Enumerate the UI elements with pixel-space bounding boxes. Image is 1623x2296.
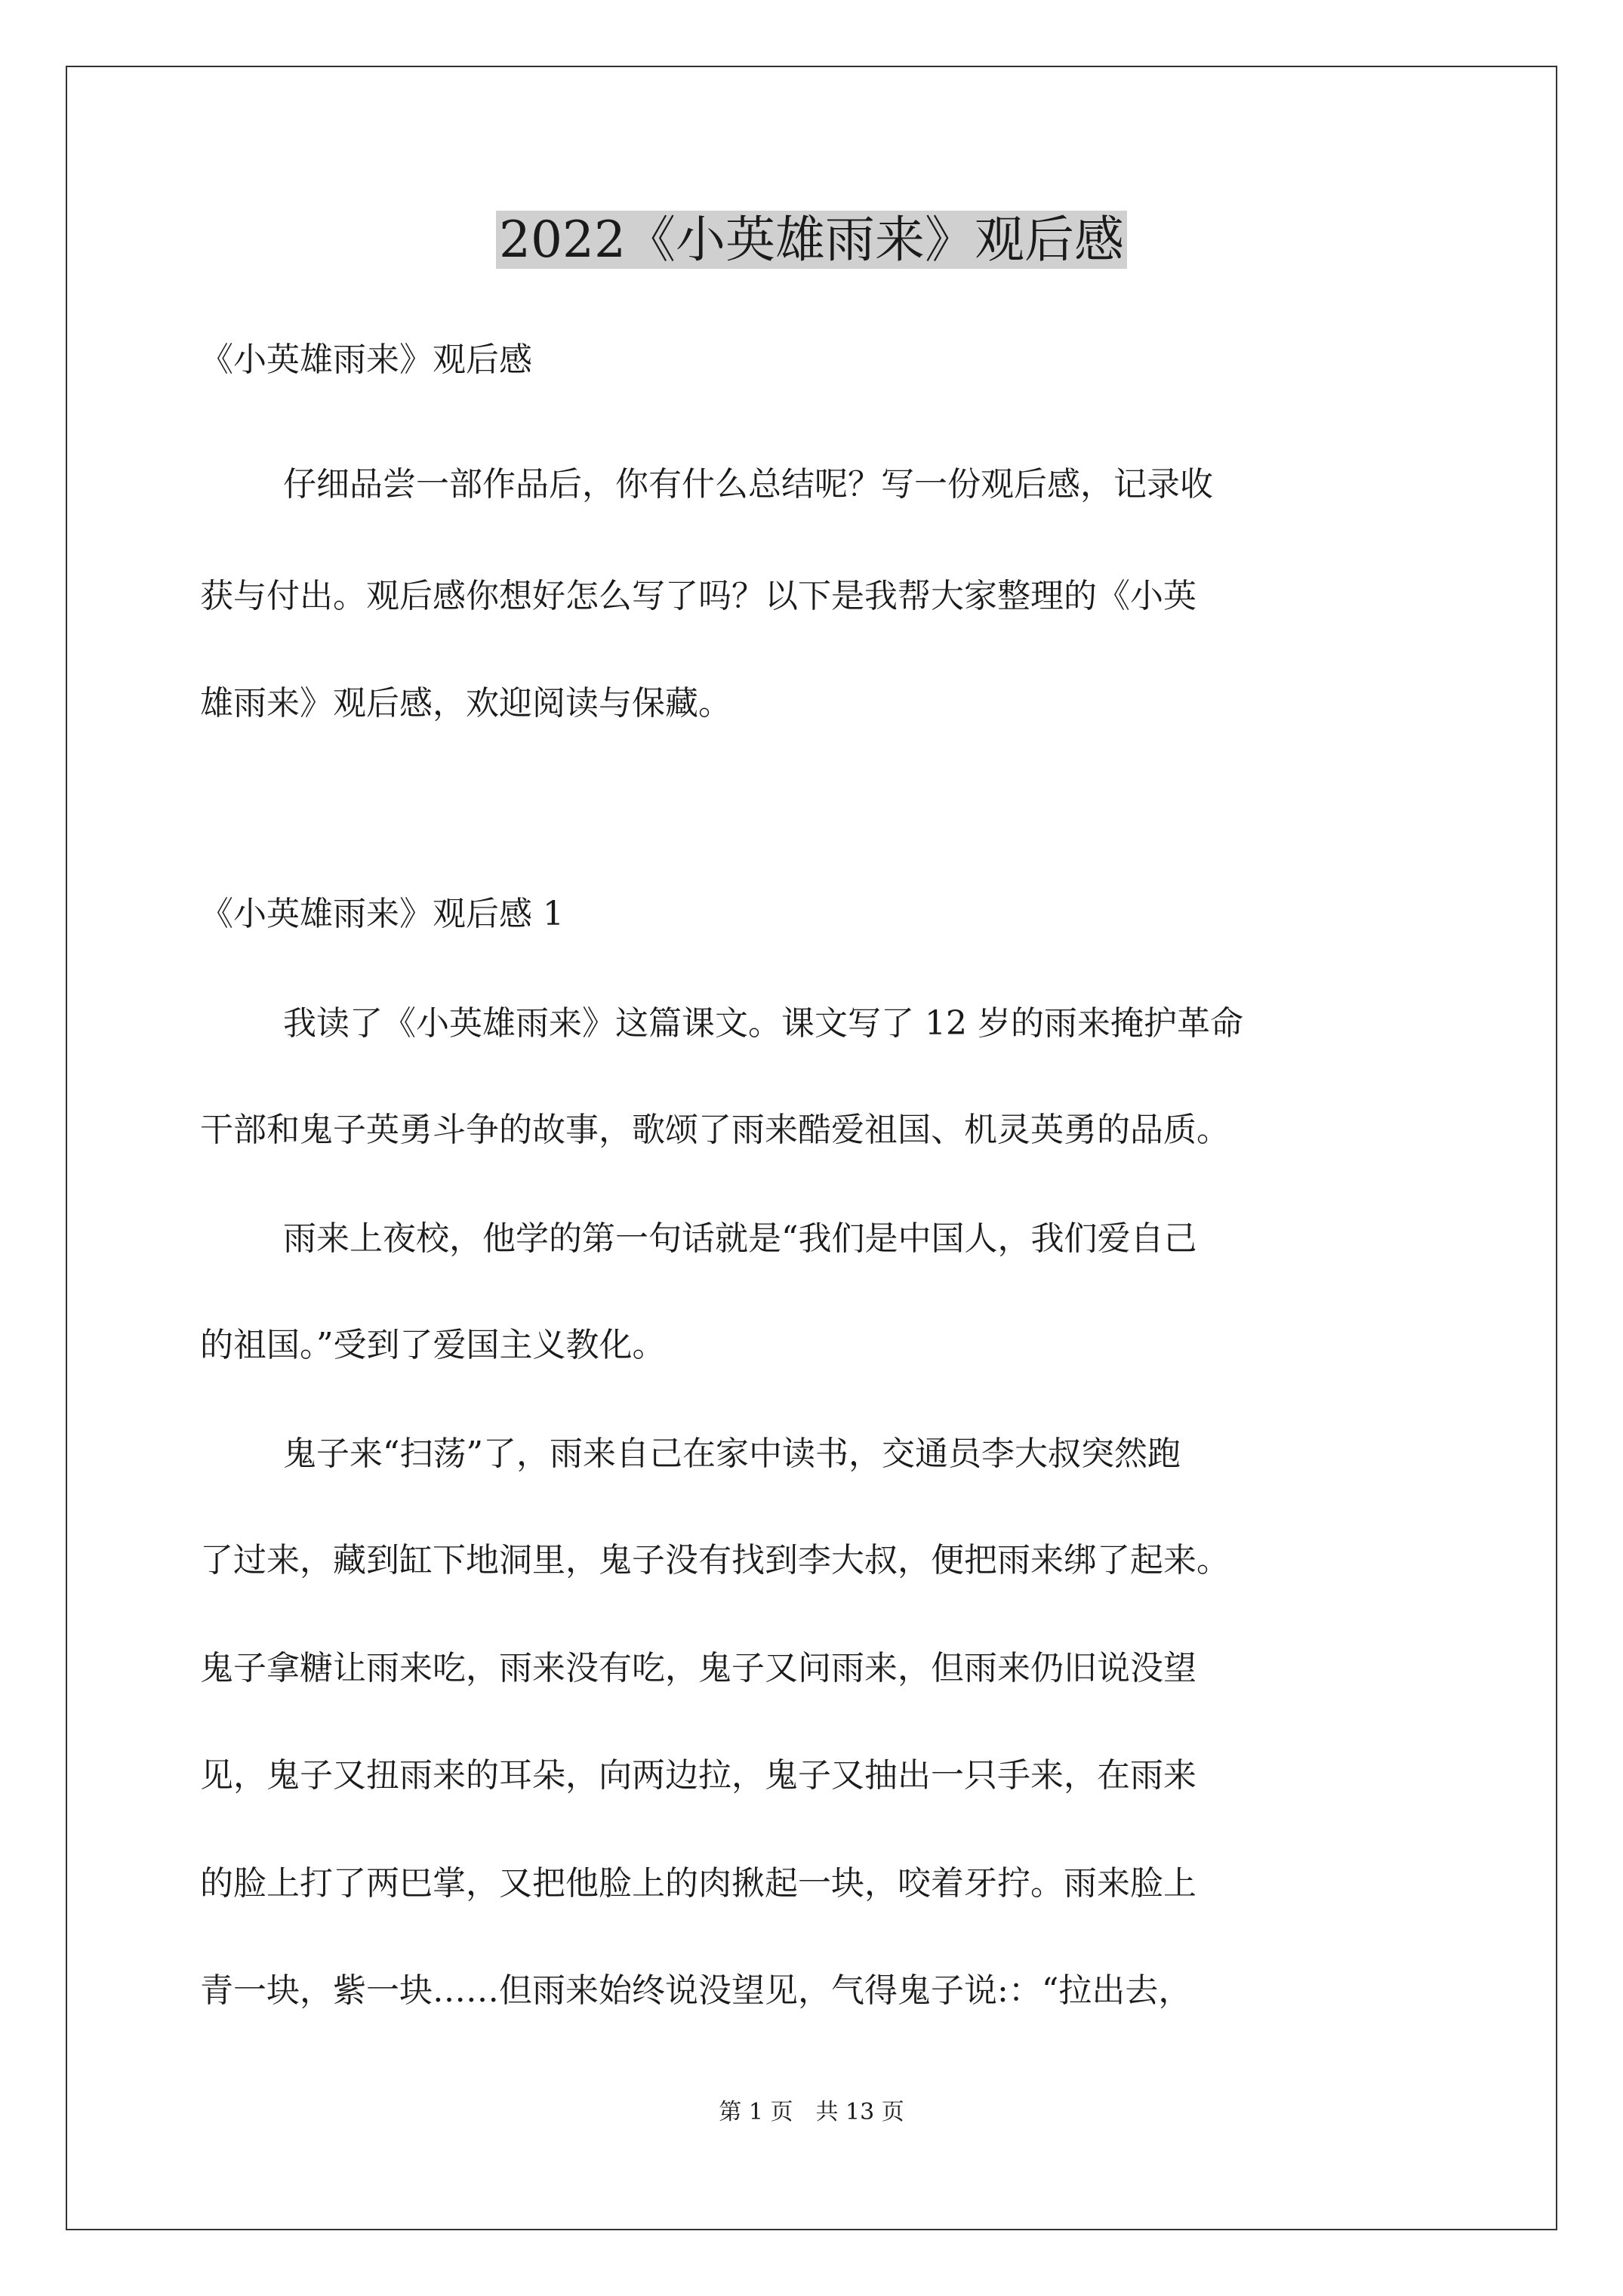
paragraph-line: 鬼子拿糖让雨来吃，雨来没有吃，鬼子又问雨来，但雨来仍旧说没望 bbox=[200, 1649, 1196, 1687]
paragraph-line: 了过来，藏到缸下地洞里，鬼子没有找到李大叔，便把雨来绑了起来。 bbox=[200, 1541, 1230, 1579]
paragraph-line: 的祖国。”受到了爱国主义教化。 bbox=[200, 1326, 666, 1364]
paragraph-line: 仔细品尝一部作品后，你有什么总结呢？写一份观后感，记录收 bbox=[283, 465, 1213, 504]
paragraph-line: 我读了《小英雄雨来》这篇课文。课文写了 12 岁的雨来掩护革命 bbox=[283, 1004, 1243, 1043]
paragraph-line: 的脸上打了两巴掌，又把他脸上的肉揪起一块，咬着牙拧。雨来脸上 bbox=[200, 1864, 1196, 1903]
paragraph-line: 青一块，紫一块……但雨来始终说没望见，气得鬼子说:：“拉出去， bbox=[200, 1971, 1192, 2010]
document-title: 2022《小英雄雨来》观后感 bbox=[0, 204, 1623, 276]
paragraph-line: 干部和鬼子英勇斗争的故事，歌颂了雨来酷爱祖国、机灵英勇的品质。 bbox=[200, 1111, 1230, 1149]
paragraph-line: 鬼子来“扫荡”了，雨来自己在家中读书，交通员李大叔突然跑 bbox=[283, 1435, 1181, 1473]
paragraph-line: 获与付出。观后感你想好怎么写了吗？以下是我帮大家整理的《小英 bbox=[200, 577, 1196, 615]
page-footer: 第 1 页 共 13 页 bbox=[719, 2099, 904, 2125]
subtitle: 《小英雄雨来》观后感 bbox=[200, 341, 532, 379]
paragraph-line: 雄雨来》观后感，欢迎阅读与保藏。 bbox=[200, 684, 731, 723]
section-heading: 《小英雄雨来》观后感 1 bbox=[200, 895, 564, 933]
paragraph-line: 雨来上夜校，他学的第一句话就是“我们是中国人，我们爱自己 bbox=[283, 1219, 1197, 1258]
paragraph-line: 见，鬼子又扭雨来的耳朵，向两边拉，鬼子又抽出一只手来，在雨来 bbox=[200, 1756, 1196, 1795]
